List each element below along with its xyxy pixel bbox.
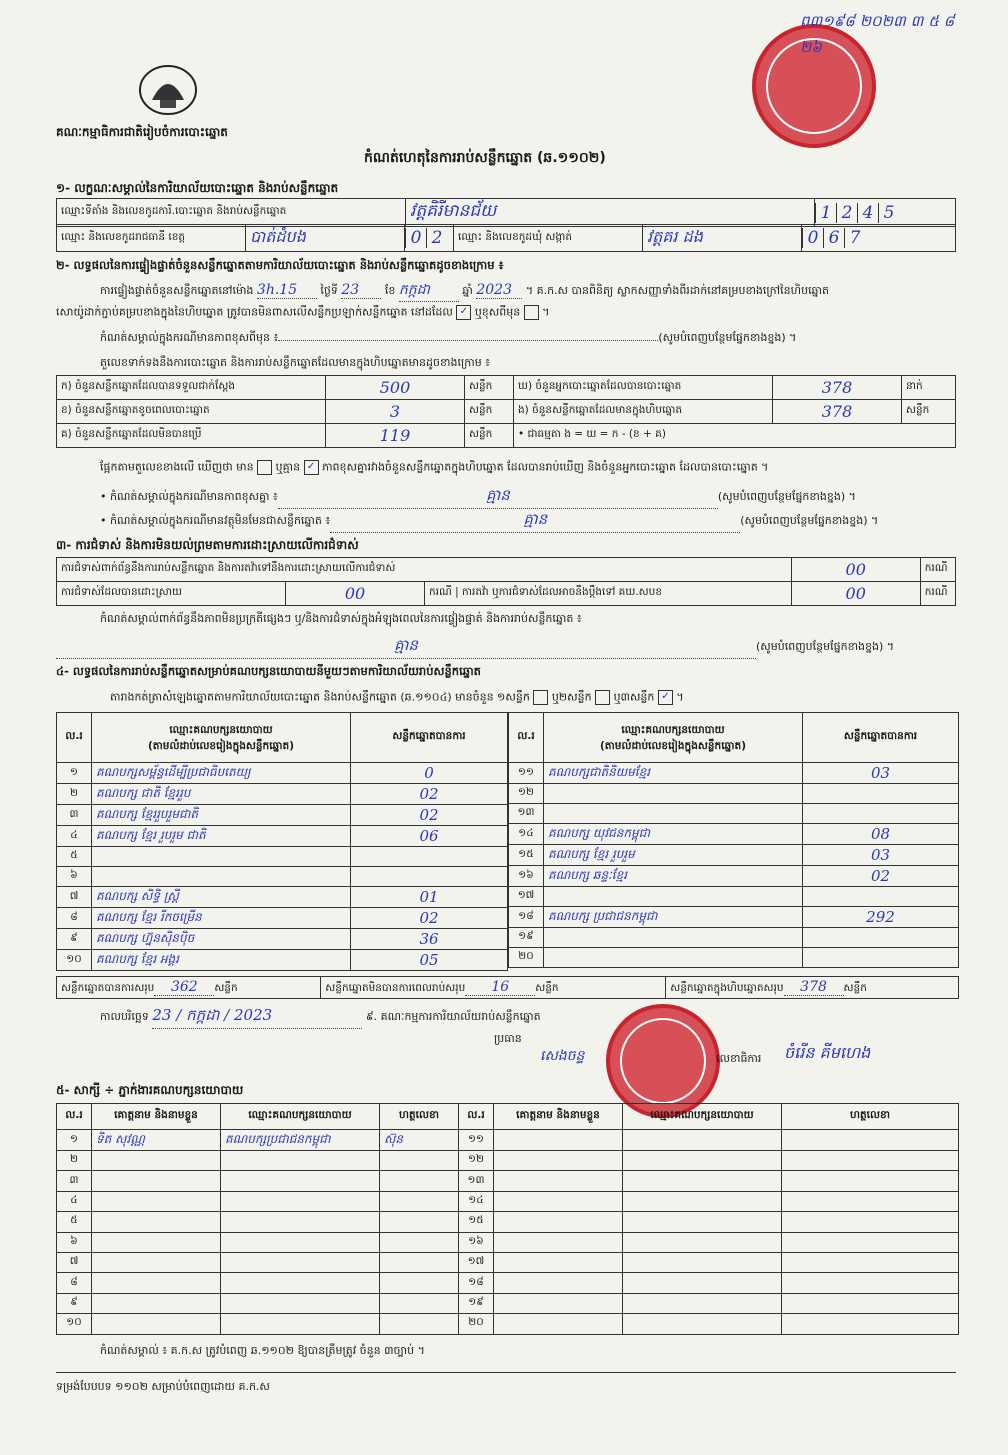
three-sheet-checkbox[interactable]: ✓ (658, 690, 673, 705)
secretary-label: លេខាធិការ (716, 1052, 762, 1065)
witness-party (221, 1191, 380, 1211)
total-valid: 362 (154, 979, 214, 996)
results-table-right: ល.រ ឈ្មោះគណបក្សនយោបាយ (តាមលំដាប់លេខរៀងក្នុងសន្លឹកឆ្នោត) សន្លឹកឆ្នោតបានការ ១១ គណបក្សជាតិនិយមខ្មែរ 03 ១២ ១៣ ១៤ គណបក្ស យុវជនកម្ពុជា 08 ១៥ គណបក្ស ខ្មែរ រួបរួម 03 ១៦ គណបក្ស ឆន្ទៈខ្មែរ 02 ១៧ ១៨ គណបក្ស ប្រជាជនកម្ពុជា 292 ១៩ ២០ (508, 712, 959, 968)
party-votes: 292 (803, 907, 959, 928)
province-table (56, 224, 956, 252)
witness-signature (380, 1252, 459, 1272)
witness-signature (380, 1293, 459, 1313)
spoiled-label: ខ) ចំនួនសន្លឹកឆ្នោតខូចពេលបោះឆ្នោត (57, 400, 326, 424)
party-votes (803, 948, 959, 968)
resolved-count: 00 (344, 584, 366, 603)
party-votes: 36 (351, 929, 508, 950)
party-votes: 02 (351, 908, 508, 929)
witness-signature (380, 1232, 459, 1252)
witness-name (92, 1171, 221, 1191)
result-row (57, 887, 508, 908)
objection-count: 00 (845, 560, 866, 579)
party-votes (803, 928, 959, 948)
party-name (544, 948, 803, 968)
row-number: ៩ (57, 929, 92, 950)
location-code: 1 2 4 5 (815, 199, 956, 227)
witness-party (221, 1293, 380, 1313)
row-number: ១២ (509, 784, 544, 804)
chair-label: ប្រធាន (494, 1032, 522, 1045)
voters-label: ឃ) ចំនួនអ្នកបោះឆ្នោតដែលបានបោះឆ្នោត (514, 376, 773, 400)
result-row (509, 824, 959, 845)
footer-divider (56, 1372, 956, 1373)
secretary-signature: ចំរើន គីមហេង (784, 1043, 871, 1062)
witness-name (92, 1151, 221, 1171)
witness-signature (380, 1171, 459, 1191)
party-name (92, 867, 351, 887)
row-number: ៥ (57, 847, 92, 867)
row-number: ១៣ (509, 804, 544, 824)
voters-value: 378 (821, 378, 853, 397)
result-row (509, 845, 959, 866)
result-row (509, 928, 959, 948)
party-votes (803, 887, 959, 907)
row-number: ១៩ (509, 928, 544, 948)
page-title: កំណត់ហេតុនៃការរាប់សន្លឹកឆ្នោត (ឆ.១១០២) (364, 150, 606, 166)
witness-signature (380, 1273, 459, 1293)
result-row (57, 908, 508, 929)
location-label: ឈ្មោះទីតាំង និងលេខកូដការិ.បោះឆ្នោត និងរាប់សន្លឹកឆ្នោត (57, 199, 406, 227)
witness-row: ៩ ១៩ (57, 1293, 959, 1313)
party-votes: 05 (351, 950, 508, 971)
chair-signature: សេងចន្ទ (540, 1048, 585, 1064)
location-value: វត្តគិរីមានជ័យ (406, 199, 815, 227)
result-row (509, 887, 959, 907)
unused-label: គ) ចំនួនសន្លឹកឆ្នោតដែលមិនបានប្រើ (57, 424, 326, 448)
row-number: ១៤ (509, 824, 544, 845)
row-number: ៦ (57, 867, 92, 887)
party-name: គណបក្ស សិទ្ធិ ស្រ្តី (92, 887, 351, 908)
witness-row: ៣ ១៣ (57, 1171, 959, 1191)
witness-name (92, 1232, 221, 1252)
seal-line: សោយ៉ូដាក់ភ្ជាប់គម្របខាងក្នុងនៃហិបឆ្នោត ត្រូវបានមិនពាសលើសន្លឹកប្រឡាក់សន្លឹកឆ្នោត នៅដដែល ✓ ឬខុសពីមុន ។ (56, 305, 550, 319)
party-name: គណបក្ស ខ្មែរ អង្គរ (92, 950, 351, 971)
results-table-left: ល.រ ឈ្មោះគណបក្សនយោបាយ (តាមលំដាប់លេខរៀងក្នុងសន្លឹកឆ្នោត) សន្លឹកឆ្នោតបានការ ១ គណបក្សសម្ព័ន្ធដើម្បីប្រជាធិបតេយ្យ 0 ២ គណបក្ស ជាតិ ខ្មែររួប 02 ៣ គណបក្ស ខ្មែររួបរួមជាតិ 02 ៤ គណបក្ស ខ្មែរ រួបរួម ជាតិ 06 ៥ ៦ ៧ គណបក្ស សិទ្ធិ ស្រ្តី 01 ៨ គណបក្ស ខ្មែរ រីកចម្រើន 02 ៩ គណបក្ស ហ្វ៊ុនស៊ិនប៉ិច 36 ១០ គណបក្ស ខ្មែរ អង្គរ 05 (56, 712, 508, 971)
party-name (544, 784, 803, 804)
section4-title: ៤- លទ្ធផលនៃការរាប់សន្លឹកឆ្នោតសម្រាប់គណបក្សនយោបាយនីមួយៗតាមការិយាល័យរាប់សន្លឹកឆ្នោត (56, 664, 481, 678)
witness-name (92, 1212, 221, 1232)
result-row (509, 907, 959, 928)
one-sheet-checkbox[interactable] (533, 690, 548, 705)
witness-table: ល.រ គោត្តនាម និងនាមខ្លួន ឈ្មោះគណបក្សនយោបាយ ហត្ថលេខា ល.រ គោត្តនាម និងនាមខ្លួន ឈ្មោះគណបក្សនយោបាយ ហត្ថលេខា ១ ទិត សុវណ្ណ គណបក្សប្រជាជនកម្ពុជា ស៊ុន ១១ ២ ១២ ៣ ១៣ ៤ ១៤ ៥ ១៥ ៦ ១៦ ៧ ១៧ ៨ ១៨ ៩ ១៩ ១០ ២០ (56, 1103, 959, 1335)
witness-signature (380, 1212, 459, 1232)
result-row (57, 867, 508, 887)
received-label: ក) ចំនួនសន្លឹកឆ្នោតដែលបានទទួលជាក់ស្តែង (57, 376, 326, 400)
witness-name (92, 1191, 221, 1211)
witness-party (221, 1212, 380, 1232)
footnote: កំណត់សម្គាល់ ៖ គ.ក.ស ត្រូវបំពេញ ឆ.១១០២ ឱ្យបានត្រឹមត្រូវ ចំនួន ៣ច្បាប់ ។ (100, 1344, 425, 1357)
party-votes: 02 (351, 805, 508, 826)
row-number: ១៥ (509, 845, 544, 866)
spoiled-value: 3 (389, 402, 401, 421)
witness-signature (380, 1314, 459, 1334)
committee-stamp-icon (606, 1004, 720, 1118)
commune-label: ឈ្មោះ និងលេខកូដឃុំ សង្កាត់ (454, 225, 643, 252)
section2-title: ២- លទ្ធផលនៃការផ្ទៀងផ្ទាត់ចំនួនសន្លឹកឆ្នោតតាមការិយាល័យបោះឆ្នោត និងរាប់សន្លឹកឆ្នោតដូចខាងក្រោម ៖ (56, 258, 504, 272)
result-row (57, 763, 508, 784)
row-number: ៧ (57, 887, 92, 908)
witness-signature: ស៊ុន (380, 1130, 459, 1151)
party-votes: 06 (351, 826, 508, 847)
commune-value: វត្តគរ ដង (643, 225, 802, 252)
party-name: គណបក្ស ឆន្ទៈខ្មែរ (544, 866, 803, 887)
compare-line: ផ្អែកតាមតួលេខខាងលើ ឃើញថា មាន ឬគ្មាន ✓ ភាពខុសគ្នារវាងចំនួនសន្លឹកឆ្នោតក្នុងហិបឆ្នោត ដែលបានរាប់ឃើញ និងចំនួនអ្នកបោះឆ្នោត ដែលបានបោះឆ្នោត ។ (100, 460, 769, 474)
two-sheet-checkbox[interactable] (595, 690, 610, 705)
row-number: ១១ (509, 763, 544, 784)
total-box: 378 (784, 979, 844, 996)
section1-title: ១- លក្ខណៈសម្គាល់នៃការិយាល័យបោះឆ្នោត និងរាប់សន្លឹកឆ្នោត (56, 181, 339, 195)
party-votes: 08 (803, 824, 959, 845)
row-number: ២០ (509, 948, 544, 968)
witness-party (221, 1273, 380, 1293)
form-note: ទម្រង់បែបបទ ១១០២ សម្រាប់បំពេញដោយ គ.ក.ស (56, 1380, 270, 1393)
party-name (92, 847, 351, 867)
party-votes (351, 847, 508, 867)
party-votes: 02 (351, 784, 508, 805)
party-name: គណបក្ស ខ្មែររួបរួមជាតិ (92, 805, 351, 826)
row-number: ១០ (57, 950, 92, 971)
province-code: 0 2 (405, 225, 454, 252)
result-row (57, 805, 508, 826)
party-name: គណបក្សជាតិនិយមខ្មែរ (544, 763, 803, 784)
province-label: ឈ្មោះ និងលេខកូដរាជធានី ខេត្ត (57, 225, 246, 252)
province-value: បាត់ដំបង (246, 225, 405, 252)
row-number: ១ (57, 763, 92, 784)
witness-row: ៧ ១៧ (57, 1252, 959, 1272)
unused-value: 119 (379, 426, 411, 445)
witness-name (92, 1314, 221, 1334)
diff-note: • កំណត់សម្គាល់ក្នុងករណីមានភាពខុសគ្នា ៖ គ្មាន (សូមបំពេញបន្ថែមផ្នែកខាងខ្នង) ។ (100, 486, 856, 509)
party-votes: 02 (803, 866, 959, 887)
witness-party: គណបក្សប្រជាជនកម្ពុជា (221, 1130, 380, 1151)
row-number: ៣ (57, 805, 92, 826)
same-checkbox[interactable]: ✓ (456, 305, 471, 320)
stamp-handwriting: ព៣១៩៨ ២០២៣ ៣ ៥ ៨ ២៦ (800, 12, 955, 56)
table-intro: តួលេខទាក់ទងនឹងការបោះឆ្នោត និងការរាប់សន្លឹកឆ្នោតដែលមានក្នុងហិបឆ្នោតមានដូចខាងក្រោម ៖ (100, 356, 491, 369)
result-row (509, 763, 959, 784)
party-name (544, 804, 803, 824)
diff-checkbox[interactable] (524, 305, 539, 320)
ballot-count-table: ក) ចំនួនសន្លឹកឆ្នោតដែលបានទទួលជាក់ស្តែង 500 សន្លឹក ឃ) ចំនួនអ្នកបោះឆ្នោតដែលបានបោះឆ្នោត 378 នាក់ ខ) ចំនួនសន្លឹកឆ្នោតខូចពេលបោះឆ្នោត 3 សន្លឹក ង) ចំនួនសន្លឹកឆ្នោតដែលមានក្នុងហិបឆ្នោត 378 សន្លឹក គ) ចំនួនសន្លឹកឆ្នោតដែលមិនបានប្រើ 119 សន្លឹក • ជាធម្មតា ង = ឃ = ក - (ខ + គ) (56, 375, 956, 448)
appeal-count: 00 (845, 584, 866, 603)
totals-table: សន្លឹកឆ្នោតបានការសរុប 362 សន្លឹក សន្លឹកឆ្នោតមិនបានការពេលរាប់សរុប 16 សន្លឹក សន្លឹកឆ្នោតក្នុងហិបឆ្នោតសរុប 378 សន្លឹក (56, 976, 959, 999)
party-name: គណបក្ស ហ្វ៊ុនស៊ិនប៉ិច (92, 929, 351, 950)
row-number: ១៨ (509, 907, 544, 928)
result-row (57, 950, 508, 971)
irregularity-note: កំណត់សម្គាល់ពាក់ព័ន្ធនឹងភាពមិនប្រក្រតីផ្សេងៗ ឬ/និងការជំទាស់ក្នុងអំឡុងពេលនៃការផ្ទៀងផ្ទាត់ និងការរាប់សន្លឹកឆ្នោត ៖ (100, 612, 582, 625)
witness-name (92, 1273, 221, 1293)
party-name: គណបក្ស យុវជនកម្ពុជា (544, 824, 803, 845)
row-number: ១៧ (509, 887, 544, 907)
witness-row: ៥ ១៥ (57, 1212, 959, 1232)
result-row (509, 866, 959, 887)
witness-party (221, 1252, 380, 1272)
party-name: គណបក្ស ខ្មែរ រីកចម្រើន (92, 908, 351, 929)
in-box-value: 378 (821, 402, 853, 421)
party-votes (803, 784, 959, 804)
location-table (56, 198, 956, 227)
party-votes: 0 (351, 763, 508, 784)
result-row (57, 847, 508, 867)
result-row (509, 804, 959, 824)
result-row (57, 929, 508, 950)
witness-row: ២ ១២ (57, 1151, 959, 1171)
party-name: គណបក្ស ជាតិ ខ្មែររួប (92, 784, 351, 805)
witness-row: ៦ ១៦ (57, 1232, 959, 1252)
result-row (57, 826, 508, 847)
has-diff-checkbox[interactable] (257, 460, 272, 475)
row-number: ២ (57, 784, 92, 805)
total-invalid: 16 (465, 979, 535, 996)
party-votes: 03 (803, 763, 959, 784)
party-votes (351, 867, 508, 887)
commune-code: 0 6 7 (802, 225, 956, 252)
party-votes (803, 804, 959, 824)
witness-party (221, 1314, 380, 1334)
emblem-icon (136, 60, 200, 116)
witness-row: ១ ទិត សុវណ្ណ គណបក្សប្រជាជនកម្ពុជា ស៊ុន ១១ (57, 1130, 959, 1151)
note-line: កំណត់សម្គាល់ក្នុងករណីមានភាពខុសពីមុន ៖ (សូមបំពេញបន្ថែមផ្នែកខាងខ្នង) ។ (100, 331, 797, 344)
formula: • ជាធម្មតា ង = ឃ = ក - (ខ + គ) (514, 424, 956, 448)
witness-party (221, 1151, 380, 1171)
in-box-label: ង) ចំនួនសន្លឹកឆ្នោតដែលមានក្នុងហិបឆ្នោត (514, 400, 773, 424)
result-row (509, 948, 959, 968)
party-name: គណបក្សសម្ព័ន្ធដើម្បីប្រជាធិបតេយ្យ (92, 763, 351, 784)
witness-party (221, 1171, 380, 1191)
received-value: 500 (379, 378, 411, 397)
witness-row: ៨ ១៨ (57, 1273, 959, 1293)
witness-name (92, 1252, 221, 1272)
party-name (544, 928, 803, 948)
party-name (544, 887, 803, 907)
org-name: គណៈកម្មាធិការជាតិរៀបចំការបោះឆ្នោត (56, 125, 228, 139)
witness-party (221, 1232, 380, 1252)
date-line: កាលបរិច្ឆេទ 23 / កក្កដា / 2023 ៩. គណៈកម្មការការិយាល័យរាប់សន្លឹកឆ្នោត (100, 1006, 541, 1029)
result-row (57, 784, 508, 805)
witness-name (92, 1293, 221, 1313)
witness-row: ១០ ២០ (57, 1314, 959, 1334)
party-name: គណបក្ស ប្រជាជនកម្ពុជា (544, 907, 803, 928)
sheet-count-line: តារាងកត់ត្រាសំឡេងឆ្នោតតាមការិយាល័យបោះឆ្នោត និងរាប់សន្លឹកឆ្នោត (ឆ.១១០៤) មានចំនួន ១សន្លឹក ឬ២សន្លឹក ឬ៣សន្លឹក ✓ ។ (110, 690, 684, 704)
row-number: ១៦ (509, 866, 544, 887)
section5-title: ៥- សាក្សី ÷ ភ្នាក់ងារគណបក្សនយោបាយ (56, 1083, 244, 1097)
witness-name: ទិត សុវណ្ណ (92, 1130, 221, 1151)
party-votes: 03 (803, 845, 959, 866)
row-number: ៤ (57, 826, 92, 847)
party-name: គណបក្ស ខ្មែរ រួបរួម ជាតិ (92, 826, 351, 847)
date-value: 23 / កក្កដា / 2023 (152, 1006, 362, 1029)
no-diff-checkbox[interactable]: ✓ (304, 460, 319, 475)
objection-table: ការជំទាស់ពាក់ព័ន្ធនឹងការរាប់សន្លឹកឆ្នោត និងការតវ៉ាទៅនឹងការដោះស្រាយលើការជំទាស់ 00 ករណី ការជំទាស់ដែលបានដោះស្រាយ 00 ករណី | ការតវ៉ា ឬការជំទាស់ដែលអាចនឹងប្តឹងទៅ គឃ.សបខ 00 ករណី (56, 557, 956, 606)
irregularity-fill: គ្មាន (សូមបំពេញបន្ថែមផ្នែកខាងខ្នង) ។ (56, 636, 894, 659)
row-number: ៨ (57, 908, 92, 929)
witness-signature (380, 1191, 459, 1211)
section3-title: ៣- ការជំទាស់ និងការមិនយល់ព្រមតាមការដោះស្រាយលើការជំទាស់ (56, 538, 359, 552)
void-note: • កំណត់សម្គាល់ក្នុងករណីមានវត្ថុមិនមែនជាសន្លឹកឆ្នោត ៖ គ្មាន (សូមបំពេញបន្ថែមផ្នែកខាងខ្នង) ។ (100, 510, 878, 533)
party-name: គណបក្ស ខ្មែរ រួបរួម (544, 845, 803, 866)
witness-row: ៤ ១៤ (57, 1191, 959, 1211)
witness-signature (380, 1151, 459, 1171)
verify-time-line: ការផ្ទៀងផ្ទាត់ចំនួនសន្លឹកឆ្នោតនៅម៉ោង 3h.15 ថ្ងៃទី 23 ខែ កក្កដា ឆ្នាំ 2023 ។ គ.ក.ស បានពិនិត្យ ស្លាកសញ្ញាទាំងពីរដាក់នៅគម្របខាងក្រៅនៃហិបឆ្នោត (100, 280, 829, 302)
result-row (509, 784, 959, 804)
party-votes: 01 (351, 887, 508, 908)
